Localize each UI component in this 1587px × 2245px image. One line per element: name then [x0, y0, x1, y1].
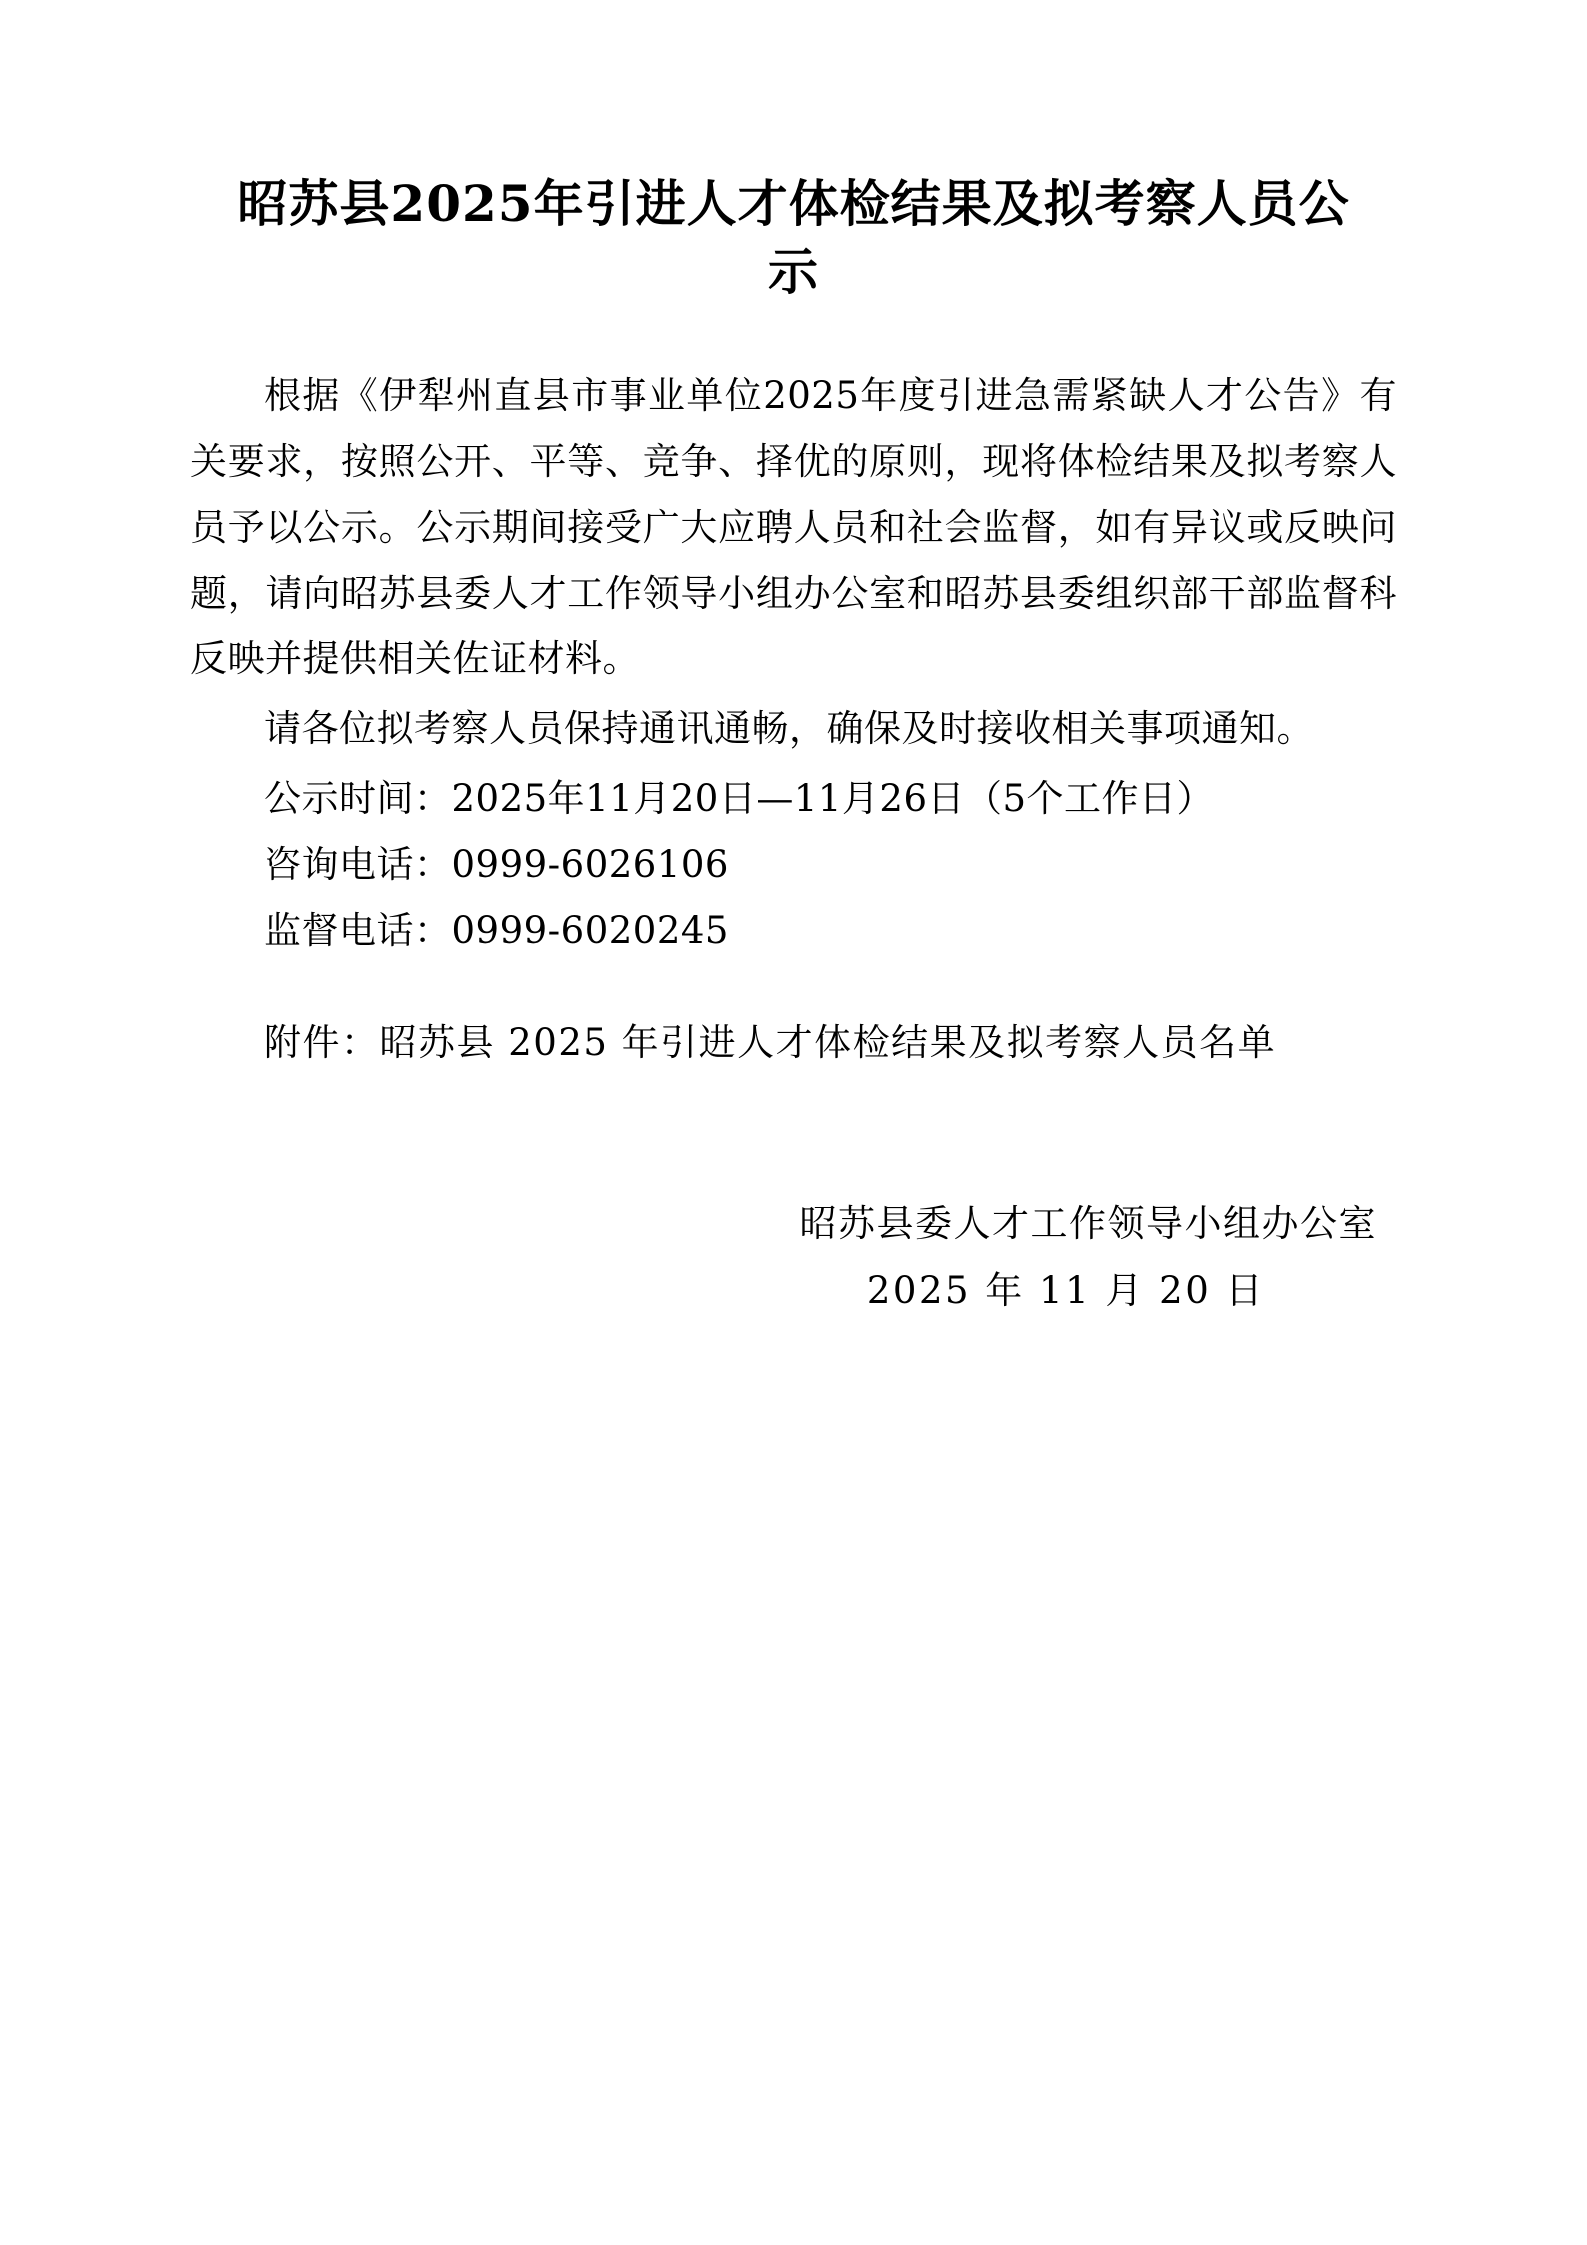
attachment-line: 附件：昭苏县 2025 年引进人才体检结果及拟考察人员名单: [264, 1020, 1277, 1064]
signature-block: [190, 1194, 1397, 1320]
signature-organization: 昭苏县委人才工作领导小组办公室: [799, 1201, 1377, 1245]
paragraph-1: 根据《伊犁州直县市事业单位2025年度引进急需紧缺人才公告》有关要求，按照公开、平等、竞争、择优的原则，现将体检结果及拟考察人员予以公示。公示期间接受广大应聘人员和社会监督，如有异议或反映问题，请向昭苏县委人才工作领导小组办公室和昭苏县委组织部干部监督科反映并提供相关佐证材料。: [190, 374, 1397, 681]
signature-date: 2025 年 11 月 20 日: [866, 1268, 1265, 1312]
inquiry-phone-line: 咨询电话：0999-6026106: [264, 843, 729, 887]
notice-period-line: 公示时间：2025年11月20日—11月26日（5个工作日）: [264, 777, 1215, 821]
paragraph-2: 请各位拟考察人员保持通讯通畅，确保及时接收相关事项通知。: [264, 707, 1314, 751]
page-title: 昭苏县2025年引进人才体检结果及拟考察人员公示: [237, 174, 1350, 301]
document-body: [190, 363, 1397, 1320]
supervision-phone-line: 监督电话：0999-6020245: [264, 908, 729, 952]
